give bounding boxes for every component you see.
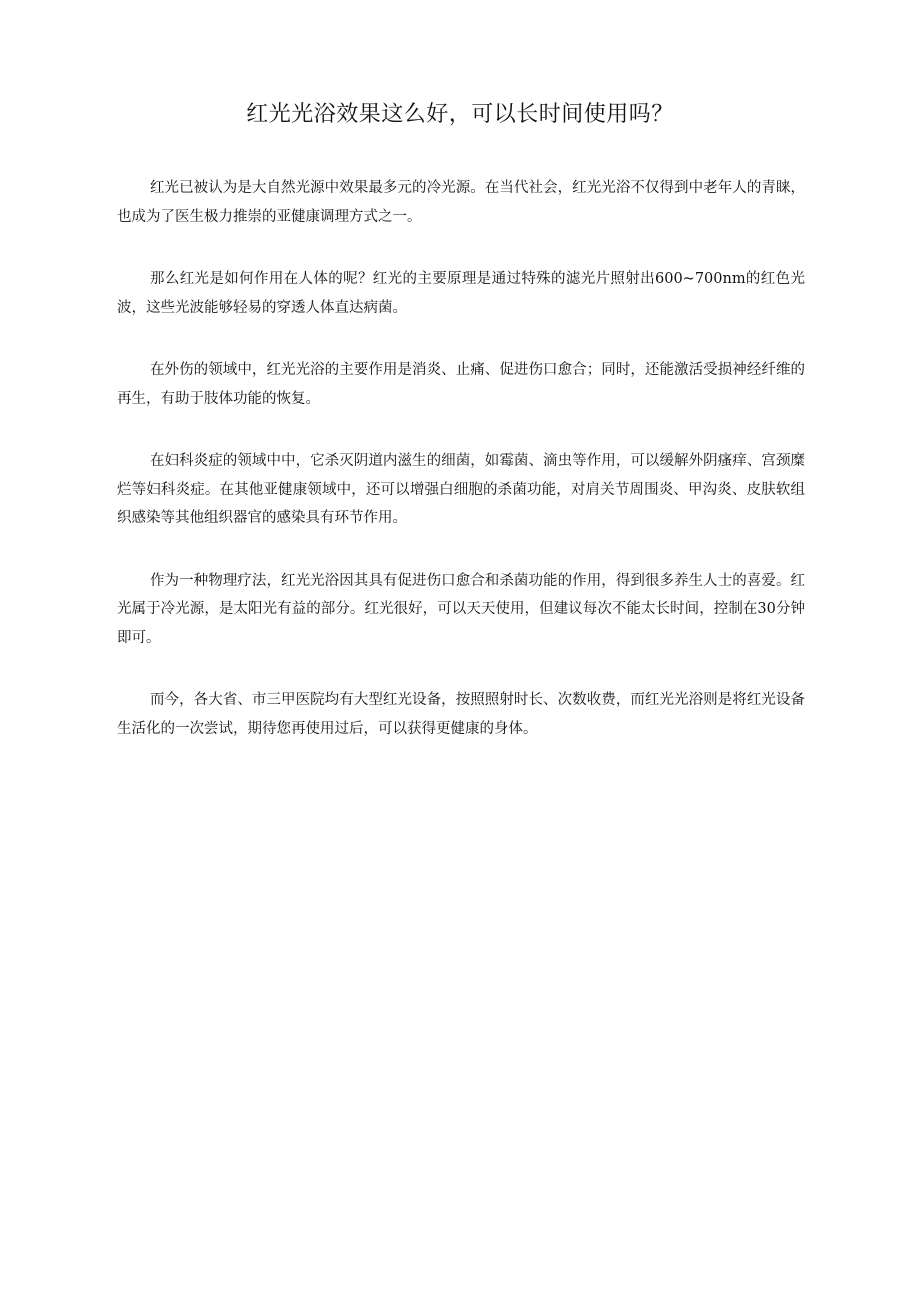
paragraph-3: 在外伤的领域中，红光光浴的主要作用是消炎、止痛、促进伤口愈合；同时，还能激活受损神经纤维的再生，有助于肢体功能的恢复。 [117, 362, 805, 407]
paragraph-1: 红光已被认为是大自然光源中效果最多元的冷光源。在当代社会，红光光浴不仅得到中老年人的青睐，也成为了医生极力推崇的亚健康调理方式之一。 [117, 180, 805, 225]
document-body [117, 174, 805, 777]
paragraph-6: 而今，各大省、市三甲医院均有大型红光设备，按照照射时长、次数收费，而红光光浴则是将红光设备生活化的一次尝试，期待您再使用过后，可以获得更健康的身体。 [117, 692, 805, 737]
document-title: 红光光浴效果这么好，可以长时间使用吗？ [246, 102, 674, 127]
paragraph-5: 作为一种物理疗法，红光光浴因其具有促进伤口愈合和杀菌功能的作用，得到很多养生人士的喜爱。红光属于冷光源，是太阳光有益的部分。红光很好，可以天天使用，但建议每次不能太长时间，控制在30分钟即可。 [117, 572, 805, 646]
paragraph-4: 在妇科炎症的领域中中，它杀灭阴道内滋生的细菌，如霉菌、滴虫等作用，可以缓解外阴瘙痒、宫颈糜烂等妇科炎症。在其他亚健康领域中，还可以增强白细胞的杀菌功能，对肩关节周围炎、甲沟炎、皮肤软组织感染等其他组织器官的感染具有环节作用。 [117, 453, 805, 526]
paragraph-2: 那么红光是如何作用在人体的呢？红光的主要原理是通过特殊的滤光片照射出600~700nm的红色光波，这些光波能够轻易的穿透人体直达病菌。 [117, 271, 805, 316]
